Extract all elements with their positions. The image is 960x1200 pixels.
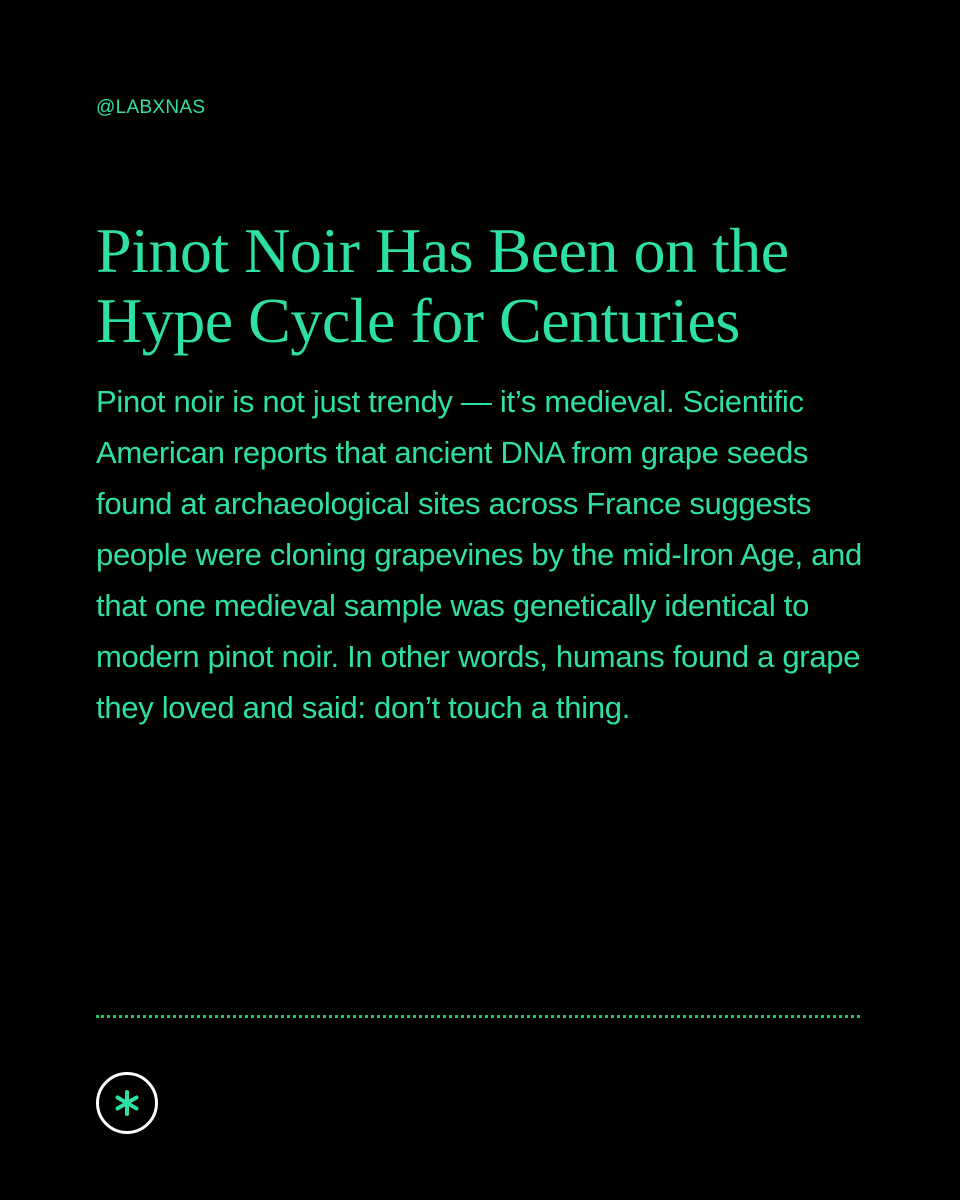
post-body: Pinot noir is not just trendy — it’s medieval. Scientific American reports that ancient DNA from grape seeds found at archaeological sites across France suggests people were cloning grapevines by the mid-Iron Age, and that one medieval sample was genetically identical to modern pinot noir. In other words, humans found a grape they loved and said: don’t touch a thing. <box>96 384 862 725</box>
post-title: Pinot Noir Has Been on the Hype Cycle for Centuries <box>96 215 789 356</box>
dotted-divider <box>96 1015 860 1018</box>
asterisk-icon <box>113 1089 141 1117</box>
author-handle: @LABXNAS <box>96 97 206 118</box>
brand-logo <box>96 1072 158 1134</box>
